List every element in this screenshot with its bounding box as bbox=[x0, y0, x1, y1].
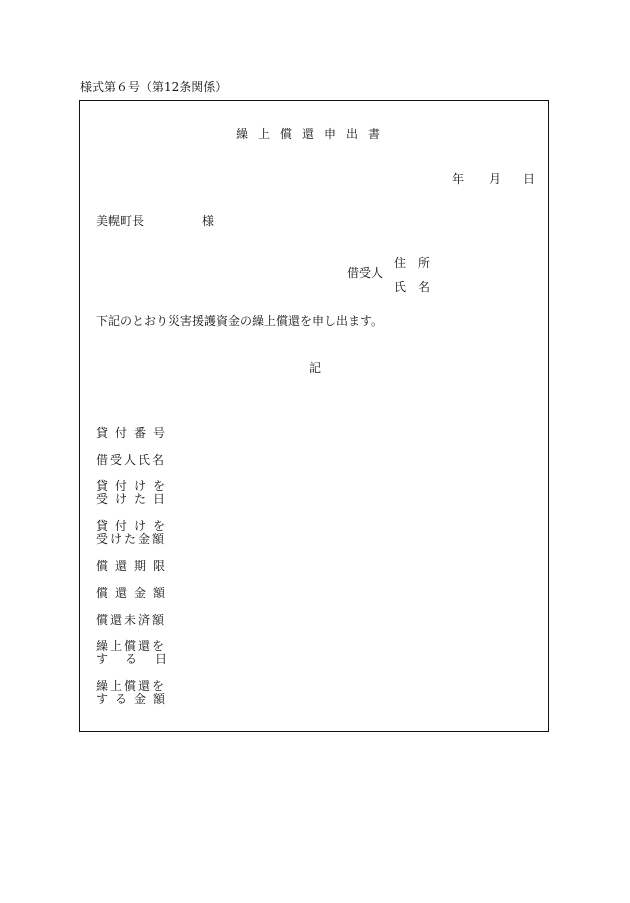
borrower-name-label: 借受人氏名 bbox=[96, 453, 167, 467]
repayment-amount-label: 償還金額 bbox=[96, 586, 173, 600]
ki-label: 記 bbox=[309, 361, 322, 375]
early-repayment-date-label-part-b: る bbox=[125, 652, 138, 666]
date-month-label: 月 bbox=[489, 172, 502, 186]
form-frame bbox=[79, 100, 549, 732]
request-statement: 下記のとおり災害援護資金の繰上償還を申し出ます。 bbox=[96, 314, 384, 328]
loan-date-label-line1: 貸付けを bbox=[96, 479, 173, 493]
loan-date-label-line2: 受けた日 bbox=[96, 492, 173, 506]
loan-number-label: 貸付番号 bbox=[96, 426, 173, 440]
early-repayment-date-label-part-c: 日 bbox=[155, 652, 168, 666]
borrower-label: 借受人 bbox=[347, 266, 384, 280]
early-repayment-amount-label-line1: 繰上償還を bbox=[96, 679, 167, 693]
early-repayment-date-label-part-a: す bbox=[96, 652, 109, 666]
document-title: 繰上償還申出書 bbox=[236, 127, 391, 141]
date-day-label: 日 bbox=[523, 172, 536, 186]
loan-amount-label-line2: 受けた金額 bbox=[96, 532, 167, 546]
name-label: 氏名 bbox=[394, 280, 443, 294]
date-year-label: 年 bbox=[452, 172, 465, 186]
address-label: 住所 bbox=[394, 256, 443, 270]
loan-amount-label-line1: 貸付けを bbox=[96, 519, 173, 533]
addressee: 美幌町長 bbox=[96, 214, 145, 228]
unpaid-amount-label: 償還未済額 bbox=[96, 613, 167, 627]
early-repayment-amount-label-line2: する金額 bbox=[96, 692, 173, 706]
early-repayment-date-label-line1: 繰上償還を bbox=[96, 639, 167, 653]
repayment-deadline-label: 償還期限 bbox=[96, 559, 173, 573]
form-number-label: 様式第６号（第12条関係） bbox=[80, 80, 228, 94]
addressee-honorific: 様 bbox=[202, 214, 215, 228]
